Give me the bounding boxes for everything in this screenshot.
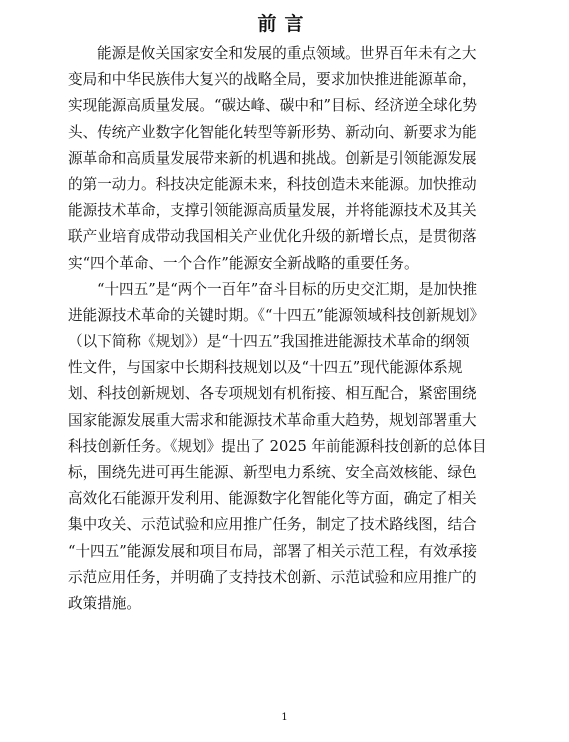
text-line: 源革命和高质量发展带来新的机遇和挑战。创新是引领能源发展: [68, 149, 477, 167]
text-line: 实“四个革命、一个合作”能源安全新战略的重要任务。: [68, 254, 419, 272]
text-line: 变局和中华民族伟大复兴的战略全局，要求加快推进能源革命，: [68, 71, 477, 89]
text-line: “十四五”能源发展和项目布局，部署了相关示范工程，有效承接: [68, 542, 477, 560]
text-line: 划、科技创新规划、各专项规划有机衔接、相互配合，紧密围绕: [68, 385, 477, 403]
text-line: “十四五”是“两个一百年”奋斗目标的历史交汇期，是加快推: [97, 280, 478, 298]
text-line: 科技创新任务。《规划》提出了 2025 年前能源科技创新的总体目: [68, 437, 487, 455]
page-number: 1: [281, 712, 288, 723]
text-line: 性文件，与国家中长期科技规划以及“十四五”现代能源体系规: [68, 359, 463, 377]
text-line: 实现能源高质量发展。“碳达峰、碳中和”目标、经济逆全球化势: [68, 97, 477, 115]
text-line: 集中攻关、示范试验和应用推广任务，制定了技术路线图，结合: [68, 516, 477, 534]
text-line: （以下简称《规划》）是“十四五”我国推进能源技术革命的纲领: [68, 333, 470, 351]
text-line: 能源是攸关国家安全和发展的重点领域。世界百年未有之大: [97, 45, 477, 62]
text-line: 示范应用任务，并明确了支持技术创新、示范试验和应用推广的: [68, 568, 477, 586]
text-line: 能源技术革命，支撑引领能源高质量发展，并将能源技术及其关: [68, 202, 477, 220]
text-line: 头、传统产业数字化智能化转型等新形势、新动向、新要求为能: [68, 123, 477, 141]
text-line: 标，围绕先进可再生能源、新型电力系统、安全高效核能、绿色: [68, 464, 477, 481]
page-title: 前言: [257, 13, 312, 35]
text-line: 国家能源发展重大需求和能源技术革命重大趋势，规划部署重大: [68, 411, 477, 429]
text-line: 高效化石能源开发利用、能源数字化智能化等方面，确定了相关: [68, 490, 477, 508]
text-line: 联产业培育成带动我国相关产业优化升级的新增长点，是贯彻落: [68, 228, 477, 246]
text-line: 的第一动力。科技决定能源未来，科技创造未来能源。加快推动: [68, 175, 477, 193]
text-line: 进能源技术革命的关键时期。《“十四五”能源领域科技创新规划》: [68, 306, 485, 324]
text-line: 政策措施。: [68, 594, 141, 612]
body-text: [68, 41, 500, 617]
